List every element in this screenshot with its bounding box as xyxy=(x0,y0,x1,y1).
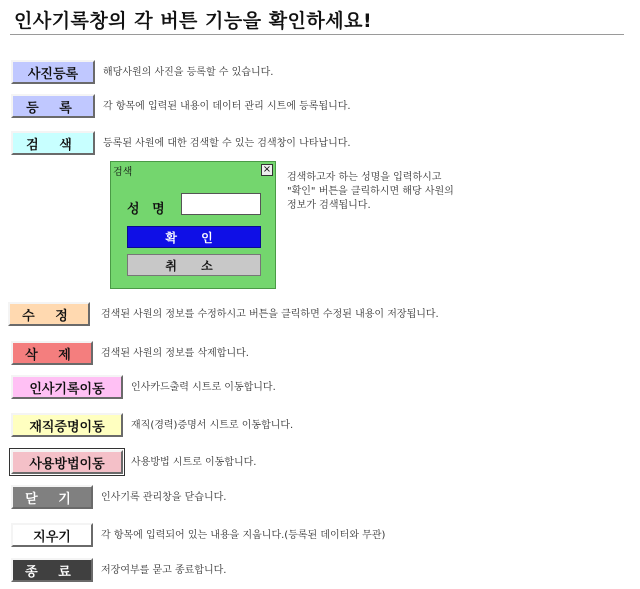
employment-cert-move-button[interactable]: 재직증명이동 xyxy=(11,413,123,437)
close-button[interactable]: 닫 기 xyxy=(11,485,93,509)
title-divider xyxy=(10,34,624,35)
search-button[interactable]: 검 색 xyxy=(11,131,95,155)
close-icon[interactable]: × xyxy=(262,164,272,175)
clear-desc: 각 항목에 입력되어 있는 내용을 지웁니다.(등록된 데이터와 무관) xyxy=(101,530,386,541)
clear-button[interactable]: 지우기 xyxy=(11,523,93,547)
employment-cert-move-desc: 재직(경력)증명서 시트로 이동합니다. xyxy=(131,420,294,431)
search-dialog xyxy=(110,161,276,289)
search-desc: 등록된 사원에 대한 검색할 수 있는 검색창이 나타납니다. xyxy=(103,138,351,149)
search-dialog-desc-line1: 검색하고자 하는 성명을 입력하시고 xyxy=(287,172,442,183)
photo-register-button[interactable]: 사진등록 xyxy=(11,60,95,84)
search-dialog-title: 검색 xyxy=(113,167,133,178)
page-title: 인사기록창의 각 버튼 기능을 확인하세요! xyxy=(14,10,373,32)
register-button[interactable]: 등 록 xyxy=(11,94,95,118)
personnel-record-move-button[interactable]: 인사기록이동 xyxy=(11,375,123,399)
usage-move-desc: 사용방법 시트로 이동합니다. xyxy=(131,457,257,468)
confirm-button[interactable]: 확 인 xyxy=(127,226,261,248)
exit-desc: 저장여부를 묻고 종료합니다. xyxy=(101,565,227,576)
usage-move-button[interactable]: 사용방법이동 xyxy=(11,450,123,474)
search-dialog-desc-line3: 정보가 검색됩니다. xyxy=(287,200,371,211)
delete-button[interactable]: 삭 제 xyxy=(11,341,93,365)
edit-desc: 검색된 사원의 정보를 수정하시고 버튼을 클릭하면 수정된 내용이 저장됩니다. xyxy=(101,309,439,320)
close-desc: 인사기록 관리창을 닫습니다. xyxy=(101,492,227,503)
photo-register-desc: 해당사원의 사진을 등록할 수 있습니다. xyxy=(103,67,274,78)
edit-button[interactable]: 수 정 xyxy=(8,302,90,326)
personnel-record-move-desc: 인사카드출력 시트로 이동합니다. xyxy=(131,382,276,393)
name-label: 성 명 xyxy=(127,202,169,217)
register-desc: 각 항목에 입력된 내용이 데이터 관리 시트에 등록됩니다. xyxy=(103,101,351,112)
exit-button[interactable]: 종 료 xyxy=(11,558,93,582)
search-dialog-desc xyxy=(287,171,454,213)
cancel-button[interactable]: 취 소 xyxy=(127,254,261,276)
delete-desc: 검색된 사원의 정보를 삭제합니다. xyxy=(101,348,249,359)
name-input[interactable] xyxy=(181,193,261,215)
search-dialog-desc-line2: "확인" 버튼을 클릭하시면 해당 사원의 xyxy=(287,186,454,197)
